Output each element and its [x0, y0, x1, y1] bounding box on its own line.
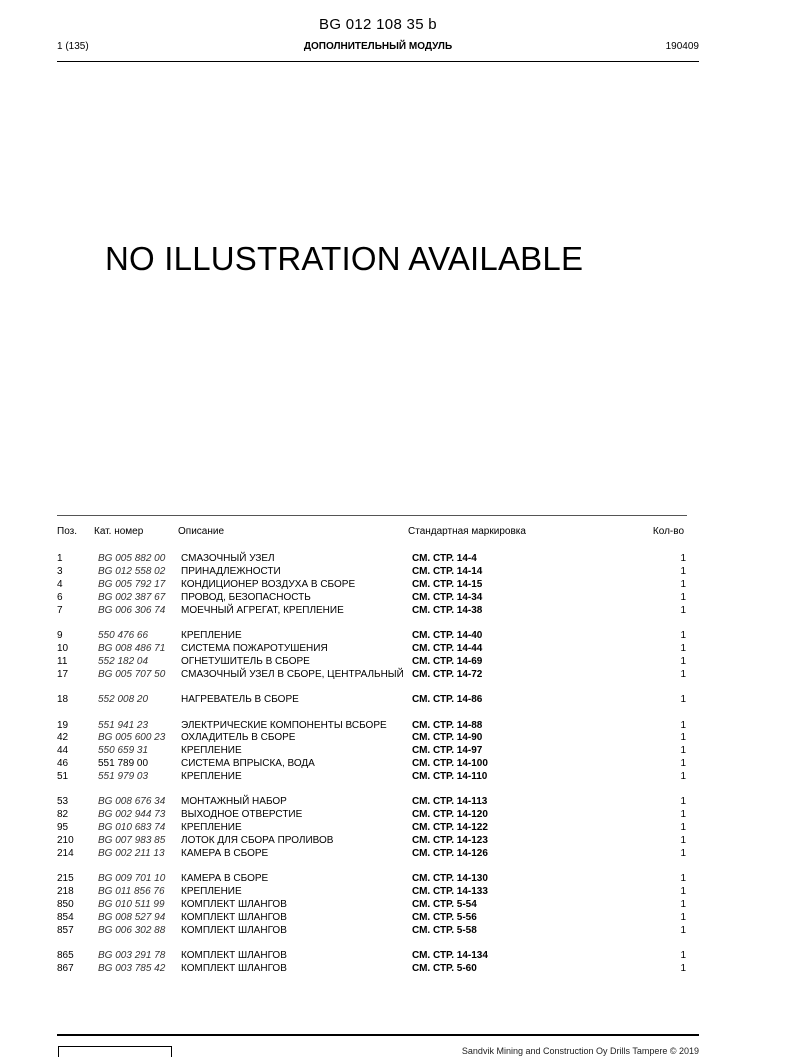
- cell-standard-marking: СМ. СТР. 14-38: [412, 604, 483, 616]
- table-row: [57, 605, 687, 618]
- cell-standard-marking: СМ. СТР. 5-58: [412, 924, 477, 936]
- cell-pos: 7: [57, 604, 63, 616]
- cell-cat-number: BG 002 387 67: [98, 591, 166, 603]
- cell-standard-marking: СМ. СТР. 14-4: [412, 553, 477, 564]
- footer-divider: [57, 1034, 699, 1036]
- cell-description: КРЕПЛЕНИЕ: [181, 629, 242, 641]
- footer-copyright: Sandvik Mining and Construction Oy Drills Tampere © 2019: [461, 1046, 699, 1056]
- cell-pos: 6: [57, 591, 63, 603]
- cell-standard-marking: СМ. СТР. 5-54: [412, 899, 477, 911]
- cell-description: ВЫХОДНОЕ ОТВЕРСТИЕ: [181, 809, 303, 821]
- cell-quantity: 1: [680, 553, 686, 564]
- cell-pos: 1: [57, 553, 63, 564]
- cell-standard-marking: СМ. СТР. 14-90: [412, 732, 483, 744]
- cell-quantity: 1: [680, 629, 686, 641]
- cell-standard-marking: СМ. СТР. 14-110: [412, 771, 488, 783]
- cell-cat-number: BG 005 600 23: [98, 732, 166, 744]
- cell-quantity: 1: [680, 822, 686, 834]
- cell-standard-marking: СМ. СТР. 14-113: [412, 796, 488, 808]
- cell-description: КОМПЛЕКТ ШЛАНГОВ: [181, 911, 287, 923]
- cell-pos: 10: [57, 642, 69, 654]
- cell-pos: 214: [57, 848, 74, 859]
- cell-standard-marking: СМ. СТР. 5-60: [412, 963, 477, 975]
- header-divider: [57, 61, 699, 62]
- cell-description: ЭЛЕКТРИЧЕСКИЕ КОМПОНЕНТЫ ВСБОРЕ: [181, 719, 387, 731]
- cell-description: КАМЕРА В СБОРЕ: [181, 848, 269, 859]
- cell-standard-marking: СМ. СТР. 14-100: [412, 758, 488, 770]
- cell-cat-number: 550 476 66: [98, 629, 149, 641]
- cell-standard-marking: СМ. СТР. 14-44: [412, 642, 483, 654]
- cell-standard-marking: СМ. СТР. 14-126: [412, 848, 488, 859]
- cell-pos: 42: [57, 732, 69, 744]
- cell-description: ОГНЕТУШИТЕЛЬ В СБОРЕ: [181, 655, 310, 667]
- date-code: 190409: [665, 41, 699, 52]
- cell-description: КОМПЛЕКТ ШЛАНГОВ: [181, 924, 287, 936]
- cell-quantity: 1: [680, 963, 686, 975]
- cell-pos: 850: [57, 899, 74, 911]
- cell-description: СМАЗОЧНЫЙ УЗЕЛ В СБОРЕ, ЦЕНТРАЛЬНЫЙ: [181, 668, 404, 680]
- table-row: [57, 912, 687, 925]
- table-row: [57, 553, 687, 566]
- table-row: [57, 758, 687, 771]
- module-title: ДОПОЛНИТЕЛЬНЫЙ МОДУЛЬ: [303, 41, 453, 52]
- cell-cat-number: 552 008 20: [98, 694, 149, 706]
- cell-cat-number: BG 003 291 78: [98, 950, 166, 962]
- table-row: [57, 643, 687, 656]
- cell-standard-marking: СМ. СТР. 14-133: [412, 886, 488, 898]
- table-row: [57, 720, 687, 733]
- table-row: [57, 925, 687, 938]
- document-number: BG 012 108 35 b: [319, 16, 437, 33]
- cell-pos: 82: [57, 809, 69, 821]
- cell-description: ПРИНАДЛЕЖНОСТИ: [181, 565, 281, 577]
- cell-pos: 218: [57, 886, 74, 898]
- cell-cat-number: BG 007 983 85: [98, 835, 166, 847]
- cell-description: СИСТЕМА ПОЖАРОТУШЕНИЯ: [181, 642, 328, 654]
- cell-quantity: 1: [680, 809, 686, 821]
- cell-standard-marking: СМ. СТР. 14-97: [412, 745, 483, 757]
- cell-cat-number: BG 008 486 71: [98, 642, 166, 654]
- cell-cat-number: BG 006 306 74: [98, 604, 166, 616]
- cell-quantity: 1: [680, 796, 686, 808]
- column-header-cat: Кат. номер: [94, 526, 144, 537]
- table-row: [57, 732, 687, 745]
- cell-cat-number: BG 011 856 76: [98, 886, 165, 898]
- cell-description: ОХЛАДИТЕЛЬ В СБОРЕ: [181, 732, 296, 744]
- cell-pos: 53: [57, 796, 69, 808]
- cell-pos: 17: [57, 668, 69, 680]
- table-row: [57, 771, 687, 784]
- cell-pos: 51: [57, 771, 69, 783]
- cell-description: ПРОВОД, БЕЗОПАСНОСТЬ: [181, 591, 311, 603]
- cell-description: НАГРЕВАТЕЛЬ В СБОРЕ: [181, 694, 299, 706]
- parts-table-header: [57, 526, 687, 540]
- cell-pos: 46: [57, 758, 69, 770]
- cell-pos: 4: [57, 578, 63, 590]
- cell-quantity: 1: [680, 719, 686, 731]
- cell-cat-number: BG 008 676 34: [98, 796, 166, 808]
- cell-pos: 95: [57, 822, 69, 834]
- cell-quantity: 1: [680, 771, 686, 783]
- table-row: [57, 899, 687, 912]
- cell-pos: 867: [57, 963, 74, 975]
- cell-quantity: 1: [680, 642, 686, 654]
- table-row: [57, 950, 687, 963]
- cell-pos: 18: [57, 694, 69, 706]
- cell-quantity: 1: [680, 578, 686, 590]
- table-row: [57, 669, 687, 695]
- cell-description: КРЕПЛЕНИЕ: [181, 745, 242, 757]
- cell-standard-marking: СМ. СТР. 14-120: [412, 809, 488, 821]
- cell-cat-number: BG 010 511 99: [98, 899, 165, 911]
- table-row: [57, 566, 687, 579]
- cell-description: КРЕПЛЕНИЕ: [181, 822, 242, 834]
- table-top-divider: [57, 515, 687, 516]
- cell-quantity: 1: [680, 886, 686, 898]
- table-row: [57, 796, 687, 809]
- cell-pos: 210: [57, 835, 74, 847]
- cell-cat-number: BG 005 792 17: [98, 578, 166, 590]
- column-header-desc: Описание: [178, 526, 225, 537]
- cell-pos: 3: [57, 565, 63, 577]
- cell-pos: 215: [57, 873, 74, 885]
- cell-description: КОМПЛЕКТ ШЛАНГОВ: [181, 899, 287, 911]
- cell-quantity: 1: [680, 745, 686, 757]
- cell-standard-marking: СМ. СТР. 14-14: [412, 565, 483, 577]
- table-row: [57, 835, 687, 848]
- cell-standard-marking: СМ. СТР. 14-88: [412, 719, 483, 731]
- cell-quantity: 1: [680, 873, 686, 885]
- cell-description: КОМПЛЕКТ ШЛАНГОВ: [181, 963, 287, 975]
- cell-cat-number: 551 941 23: [98, 719, 149, 731]
- cell-pos: 854: [57, 911, 74, 923]
- cell-quantity: 1: [680, 911, 686, 923]
- table-row: [57, 656, 687, 669]
- cell-description: КАМЕРА В СБОРЕ: [181, 873, 269, 885]
- page-number: 1 (135): [57, 41, 89, 52]
- cell-description: МОНТАЖНЫЙ НАБОР: [181, 796, 287, 808]
- table-row: [57, 745, 687, 758]
- cell-description: КОМПЛЕКТ ШЛАНГОВ: [181, 950, 287, 962]
- cell-quantity: 1: [680, 758, 686, 770]
- table-row: [57, 822, 687, 835]
- cell-quantity: 1: [680, 732, 686, 744]
- cell-pos: 19: [57, 719, 69, 731]
- cell-cat-number: 552 182 04: [98, 655, 149, 667]
- column-header-pos: Поз.: [57, 526, 77, 537]
- cell-standard-marking: СМ. СТР. 14-34: [412, 591, 483, 603]
- column-header-std: Стандартная маркировка: [408, 526, 526, 537]
- cell-cat-number: BG 005 882 00: [98, 553, 166, 564]
- cell-cat-number: BG 002 211 13: [98, 848, 165, 859]
- column-header-qty: Кол-во: [652, 526, 684, 537]
- cell-description: СИСТЕМА ВПРЫСКА, ВОДА: [181, 758, 315, 770]
- cell-quantity: 1: [680, 694, 686, 706]
- cell-quantity: 1: [680, 899, 686, 911]
- cell-standard-marking: СМ. СТР. 5-56: [412, 911, 477, 923]
- cell-cat-number: BG 012 558 02: [98, 565, 166, 577]
- table-row: [57, 630, 687, 643]
- cell-quantity: 1: [680, 924, 686, 936]
- table-row: [57, 848, 687, 861]
- cell-cat-number: BG 002 944 73: [98, 809, 166, 821]
- cell-quantity: 1: [680, 848, 686, 859]
- cell-cat-number: 551 979 03: [98, 771, 149, 783]
- cell-quantity: 1: [680, 950, 686, 962]
- cell-pos: 44: [57, 745, 69, 757]
- cell-pos: 865: [57, 950, 74, 962]
- cell-standard-marking: СМ. СТР. 14-130: [412, 873, 488, 885]
- cell-cat-number: BG 005 707 50: [98, 668, 166, 680]
- cell-cat-number: BG 003 785 42: [98, 963, 166, 975]
- table-row: [57, 963, 687, 976]
- cell-description: КРЕПЛЕНИЕ: [181, 771, 242, 783]
- cell-standard-marking: СМ. СТР. 14-134: [412, 950, 488, 962]
- cell-description: МОЕЧНЫЙ АГРЕГАТ, КРЕПЛЕНИЕ: [181, 604, 344, 616]
- table-row: [57, 592, 687, 605]
- cell-quantity: 1: [680, 835, 686, 847]
- cell-quantity: 1: [680, 604, 686, 616]
- cell-pos: 9: [57, 629, 63, 641]
- table-row: [57, 809, 687, 822]
- table-row: [57, 873, 687, 886]
- cell-quantity: 1: [680, 565, 686, 577]
- cell-pos: 11: [57, 655, 68, 667]
- cell-quantity: 1: [680, 655, 686, 667]
- sandvik-logo: [58, 1046, 172, 1057]
- cell-standard-marking: СМ. СТР. 14-40: [412, 629, 483, 641]
- cell-standard-marking: СМ. СТР. 14-69: [412, 655, 483, 667]
- table-row: [57, 579, 687, 592]
- table-row: [57, 694, 687, 707]
- cell-cat-number: BG 006 302 88: [98, 924, 166, 936]
- cell-standard-marking: СМ. СТР. 14-122: [412, 822, 488, 834]
- parts-table-body: [57, 553, 687, 976]
- cell-cat-number: BG 010 683 74: [98, 822, 166, 834]
- cell-standard-marking: СМ. СТР. 14-15: [412, 578, 483, 590]
- table-row: [57, 886, 687, 899]
- cell-quantity: 1: [680, 668, 686, 680]
- no-illustration-placeholder: NO ILLUSTRATION AVAILABLE: [105, 240, 584, 277]
- cell-cat-number: BG 008 527 94: [98, 911, 166, 923]
- cell-description: СМАЗОЧНЫЙ УЗЕЛ: [181, 553, 275, 564]
- cell-description: ЛОТОК ДЛЯ СБОРА ПРОЛИВОВ: [181, 835, 334, 847]
- cell-cat-number: BG 009 701 10: [98, 873, 166, 885]
- cell-standard-marking: СМ. СТР. 14-123: [412, 835, 488, 847]
- cell-description: КРЕПЛЕНИЕ: [181, 886, 242, 898]
- cell-pos: 857: [57, 924, 74, 936]
- page-header: [57, 41, 699, 55]
- cell-standard-marking: СМ. СТР. 14-72: [412, 668, 483, 680]
- cell-quantity: 1: [680, 591, 686, 603]
- cell-description: КОНДИЦИОНЕР ВОЗДУХА В СБОРЕ: [181, 578, 356, 590]
- cell-standard-marking: СМ. СТР. 14-86: [412, 694, 483, 706]
- cell-cat-number: 551 789 00: [98, 758, 149, 770]
- cell-cat-number: 550 659 31: [98, 745, 149, 757]
